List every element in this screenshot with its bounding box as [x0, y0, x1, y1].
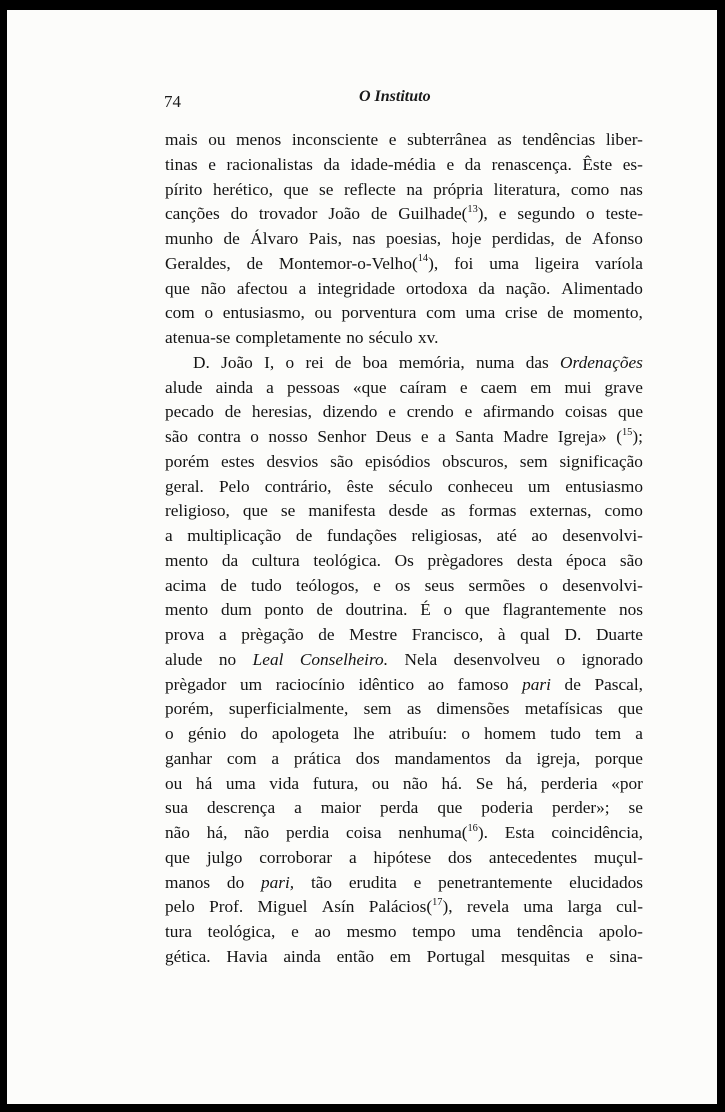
text-line: geral. Pelo contrário, êste século conheceu um entusiasmo	[165, 476, 643, 496]
text-line: canções do trovador João de Guilhade($^{13}$), e segundo o teste-	[165, 203, 643, 224]
text-line: a multiplicação de fundações religiosas, até ao desenvolvi-	[165, 526, 643, 545]
text-line: são contra o nosso Senhor Deus e a Santa Madre Igreja» ($^{15}$);	[165, 426, 643, 446]
text-line: pecado de heresias, dizendo e crendo e afirmando coisas que	[165, 402, 643, 422]
text-line: mento dum ponto de doutrina. É o que flagrantemente nos	[165, 600, 643, 620]
text-line: Geraldes, de Montemor-o-Velho($^{14}$), foi uma ligeira varíola	[165, 253, 643, 273]
text-line: religioso, que se manifesta desde as formas externas, como	[165, 501, 643, 521]
text-line: alude no Leal Conselheiro. Nela desenvolveu o ignorado	[165, 649, 643, 669]
text-line: mais ou menos inconsciente e subterrânea as tendências liber-	[165, 130, 643, 149]
text-line: prova a prègação de Mestre Francisco, à qual D. Duarte	[165, 625, 643, 644]
text-line: D. João I, o rei de boa memória, numa das Ordenações	[193, 352, 643, 372]
text-line: manos do pari, tão erudita e penetrantemente elucidados	[165, 872, 643, 892]
text-line: ou há uma vida futura, ou não há. Se há, perderia «por	[165, 773, 643, 793]
body-text	[165, 128, 643, 970]
text-line: alude ainda a pessoas «que caíram e caem em mui grave	[165, 377, 643, 397]
text-line: gética. Havia ainda então em Portugal mesquitas e sina-	[165, 946, 643, 966]
text-line: ganhar com a prática dos mandamentos da igreja, porque	[165, 748, 643, 768]
text-line: pelo Prof. Miguel Asín Palácios($^{17}$), revela uma larga cul-	[165, 896, 643, 917]
text-line: pírito herético, que se reflecte na própria literatura, como nas	[165, 179, 643, 199]
document-page	[7, 10, 717, 1104]
page-number: 74	[164, 92, 181, 111]
text-line: que não afectou a integridade ortodoxa da nação. Alimentado	[165, 278, 643, 298]
text-line: com o entusiasmo, ou porventura com uma crise de momento,	[165, 303, 643, 323]
text-line: não há, não perdia coisa nenhuma($^{16}$). Esta coincidência,	[165, 822, 643, 842]
running-title: O Instituto	[359, 88, 431, 105]
text-line: acima de tudo teólogos, e os seus sermões o desenvolvi-	[165, 575, 643, 595]
text-line: porém estes desvios são episódios obscuros, sem significação	[165, 451, 643, 471]
text-line: atenua-se completamente no século xv.	[165, 328, 439, 347]
text-line: sua descrença a maior perda que poderia perder»; se	[165, 798, 643, 818]
text-line: porém, superficialmente, sem as dimensões metafísicas que	[165, 699, 643, 719]
text-line: o génio do apologeta lhe atribuíu: o homem tudo tem a	[165, 724, 643, 743]
text-line: prègador um raciocínio idêntico ao famoso pari de Pascal,	[165, 674, 643, 694]
text-line: tura teológica, e ao mesmo tempo uma tendência apolo-	[165, 922, 643, 941]
text-line: munho de Álvaro Pais, nas poesias, hoje perdidas, de Afonso	[165, 229, 643, 248]
page-header	[7, 84, 717, 114]
text-line: tinas e racionalistas da idade-média e da renascença. Êste es-	[165, 154, 643, 174]
text-line: mento da cultura teológica. Os prègadores desta época são	[165, 550, 643, 570]
text-line: que julgo corroborar a hipótese dos antecedentes muçul-	[165, 847, 643, 867]
